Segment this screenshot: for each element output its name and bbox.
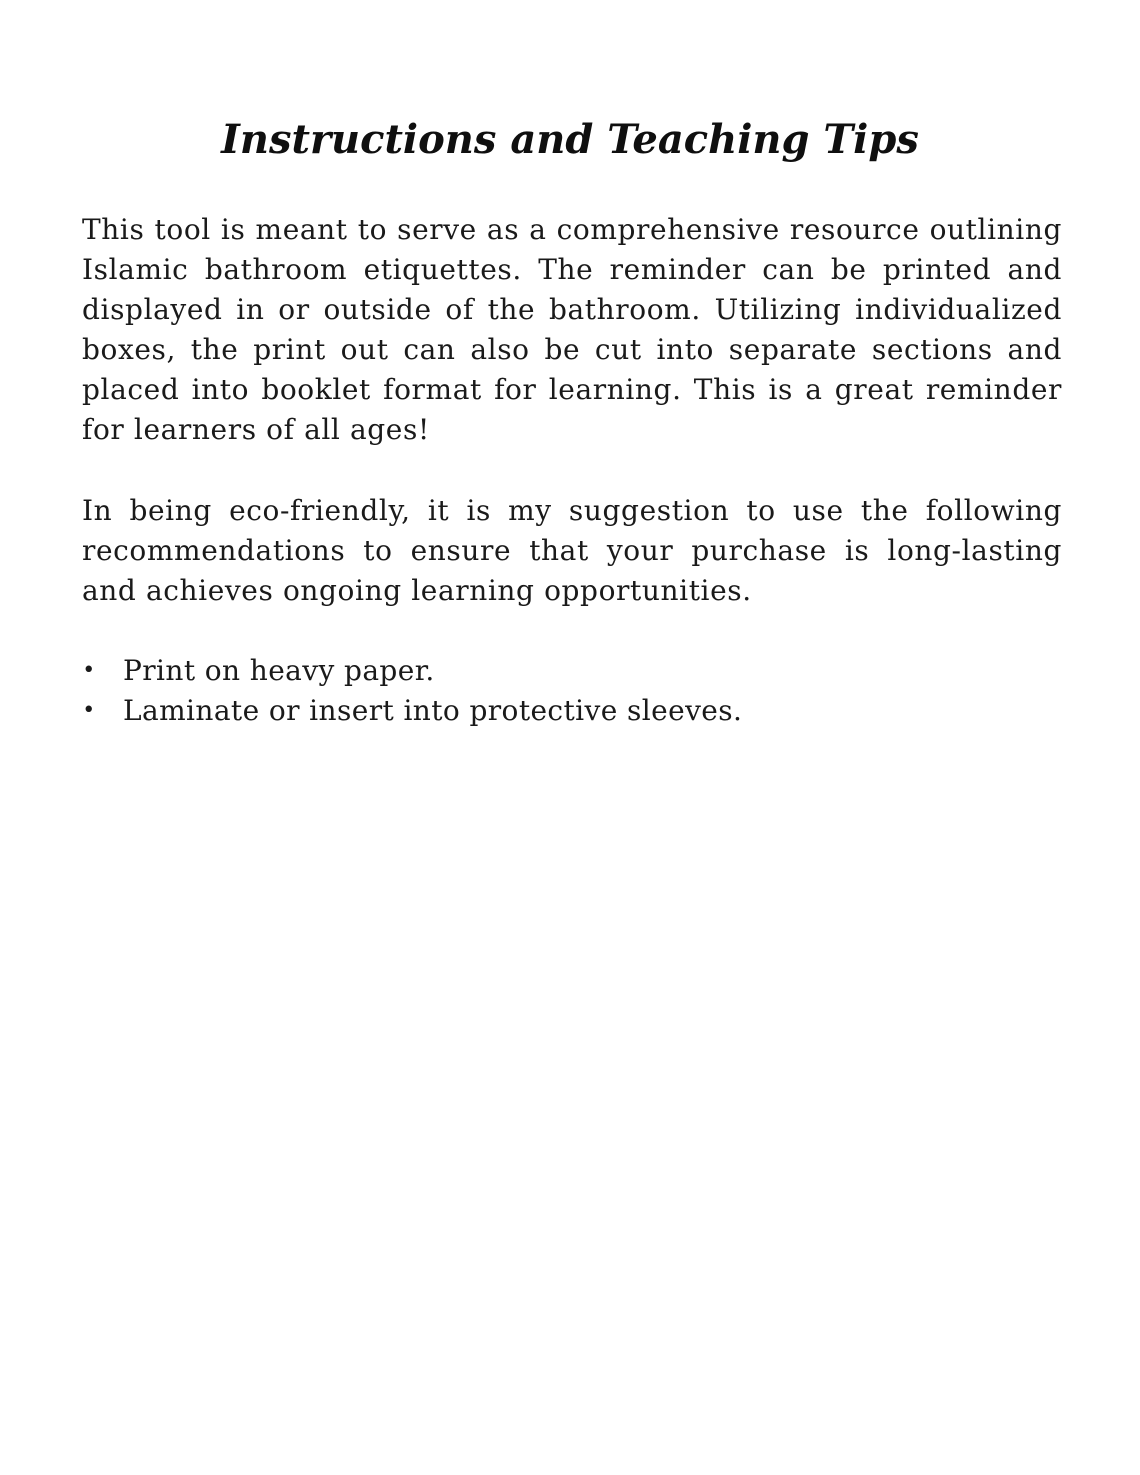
list-item-text: Print on heavy paper. [123,654,435,687]
intro-paragraph: This tool is meant to serve as a comprehensive resource outlining Islamic bathroom etiquettes. The reminder can be printed and displayed in or outside of the bathroom. Utilizing individualized boxes, the print out can also be cut into separate sections and placed into booklet format for learning. This is a great reminder for learners of all ages! [82,213,1062,446]
list-item [82,651,1062,691]
recommendations-list [82,651,1062,731]
bullet-icon: • [82,658,96,683]
list-item [82,691,1062,731]
list-item-text: Laminate or insert into protective sleeves. [123,694,743,727]
bullet-icon: • [82,698,96,723]
page-title: Instructions and Teaching Tips [221,116,919,163]
eco-paragraph: In being eco-friendly, it is my suggestion to use the following recommendations to ensure that your purchase is long-lasting and achieves ongoing learning opportunities. [82,494,1062,607]
